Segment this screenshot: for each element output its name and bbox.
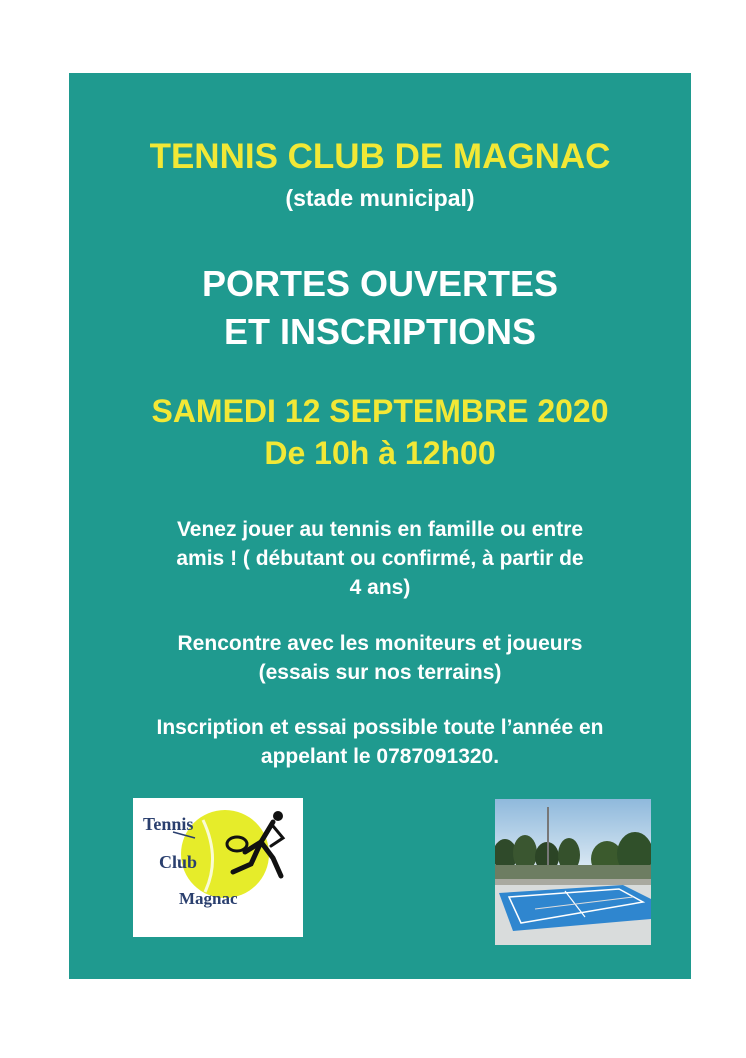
event-hours: De 10h à 12h00	[264, 435, 496, 471]
registration-line-1: Inscription et essai possible toute l’année en	[156, 716, 604, 739]
meeting-paragraph	[69, 629, 691, 687]
logo-word-magnac: Magnac	[179, 889, 238, 908]
logo-word-tennis: Tennis	[143, 814, 194, 834]
club-logo	[133, 798, 303, 937]
event-date: SAMEDI 12 SEPTEMBRE 2020	[151, 393, 609, 429]
invitation-line-2: amis ! ( débutant ou confirmé, à partir de	[176, 547, 584, 570]
registration-line-2: appelant le 0787091320.	[260, 745, 500, 768]
venue-subtitle: (stade municipal)	[285, 185, 475, 211]
club-title: TENNIS CLUB DE MAGNAC	[149, 137, 611, 176]
headline-line-2: ET INSCRIPTIONS	[223, 311, 537, 352]
logo-word-club: Club	[159, 852, 198, 872]
meeting-line-1: Rencontre avec les moniteurs et joueurs	[177, 632, 583, 655]
invitation-line-3: 4 ans)	[349, 576, 411, 599]
invitation-line-1: Venez jouer au tennis en famille ou entre	[176, 518, 584, 541]
poster	[69, 73, 691, 979]
club-logo-graphic	[133, 798, 303, 937]
tennis-court-photo	[495, 799, 651, 945]
meeting-line-2: (essais sur nos terrains)	[258, 661, 502, 684]
headline-line-1: PORTES OUVERTES	[201, 263, 559, 304]
tennis-court-illustration	[495, 799, 651, 945]
invitation-paragraph	[69, 515, 691, 602]
registration-paragraph	[69, 713, 691, 771]
